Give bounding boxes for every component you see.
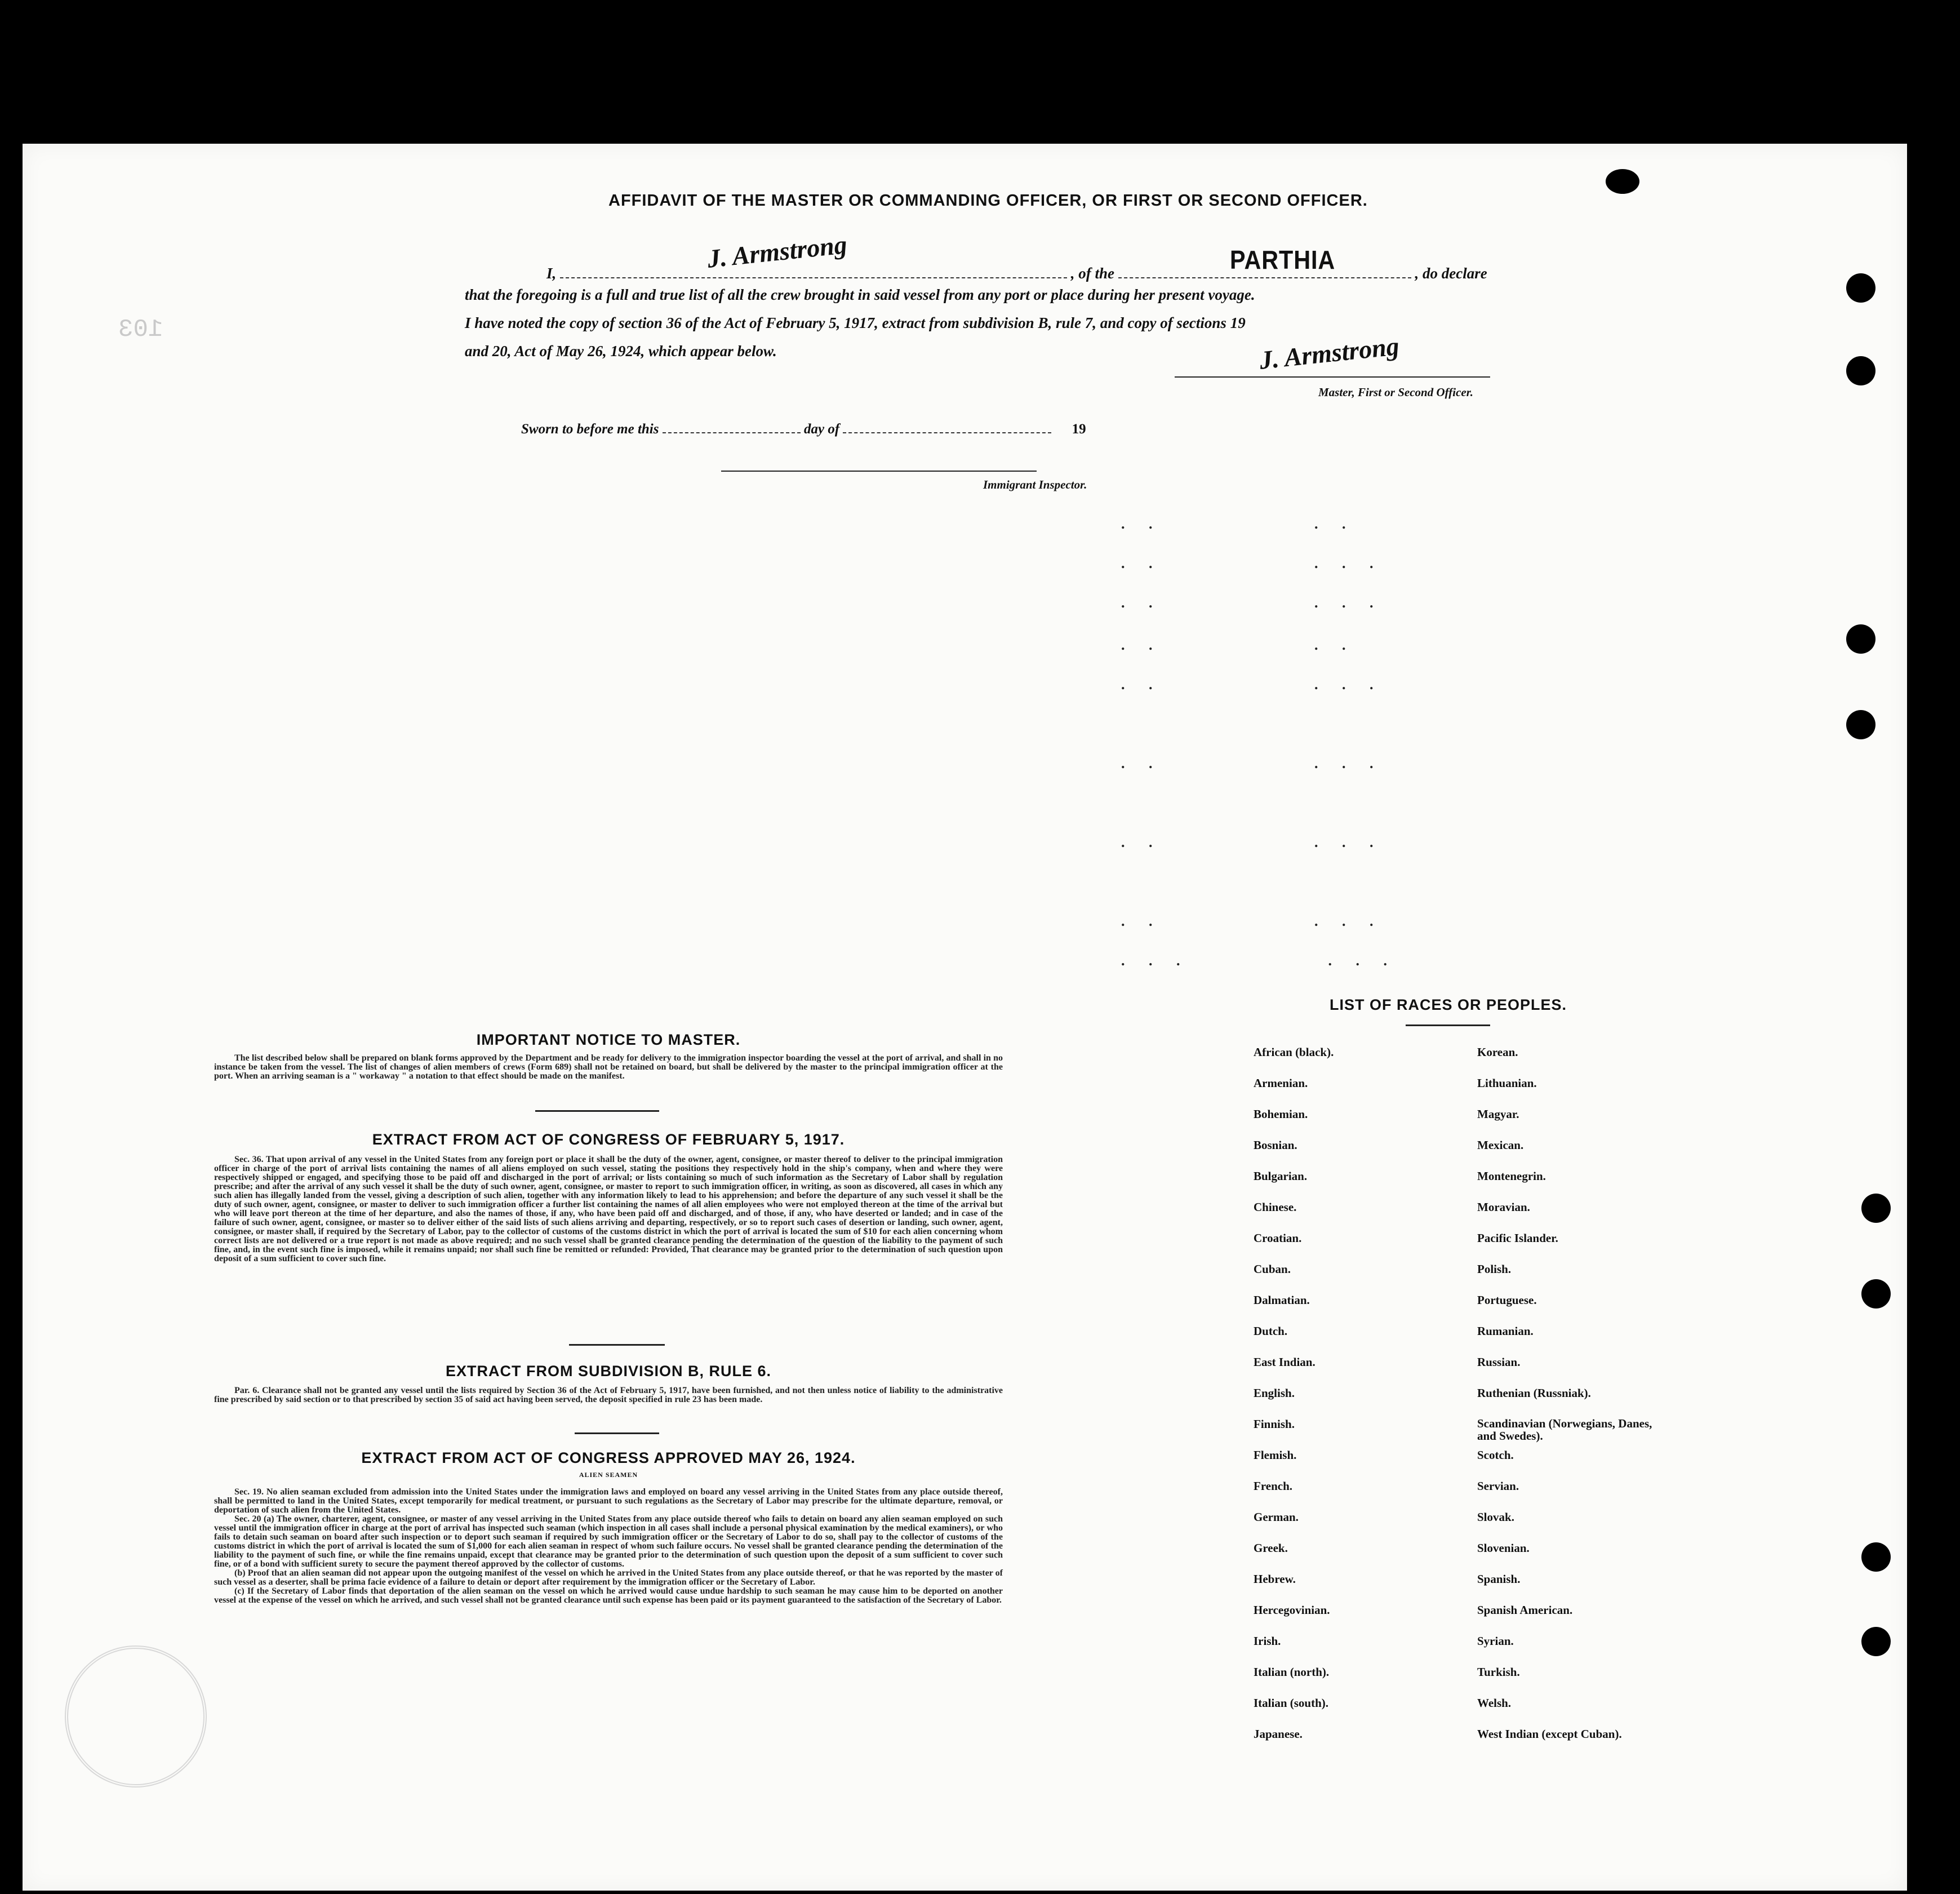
signature-caption: Master, First or Second Officer. bbox=[1318, 385, 1473, 399]
signature-line bbox=[1175, 376, 1490, 378]
race-item: Russian. bbox=[1477, 1355, 1521, 1369]
race-item: English. bbox=[1254, 1386, 1295, 1400]
affidavit-line-2: that the foregoing is a full and true list of all the crew brought in said vessel from any port or place during her present voyage. bbox=[465, 286, 1255, 303]
dot-leaders: . . . . . bbox=[1121, 755, 1384, 771]
race-item: Bohemian. bbox=[1254, 1107, 1308, 1121]
race-item: Turkish. bbox=[1477, 1665, 1520, 1679]
master-name-field bbox=[560, 265, 1067, 278]
dot-leaders: . . . . . bbox=[1121, 595, 1384, 611]
race-item: Armenian. bbox=[1254, 1076, 1308, 1090]
race-item: Italian (south). bbox=[1254, 1696, 1329, 1710]
affidavit-title: AFFIDAVIT OF THE MASTER OR COMMANDING OFFICER, OR FIRST OR SECOND OFFICER. bbox=[608, 192, 1368, 210]
sworn-day-field bbox=[663, 420, 801, 433]
sec19-paragraph: Sec. 19. No alien seaman excluded from admission into the United States under the immigration laws and employed on board any vessel arriving in the United States from any place outside thereof, shall be permitted to land in the United States, except temporarily for medical treatment, or pursuant to such regulations as the Secretary of Labor may prescribe for the ultimate departure, removal, or deportation of such alien from the United States. bbox=[214, 1487, 1003, 1515]
race-item: Irish. bbox=[1254, 1634, 1281, 1648]
race-item: Moravian. bbox=[1477, 1200, 1530, 1214]
race-item: French. bbox=[1254, 1479, 1293, 1493]
alien-seamen-subtitle: ALIEN SEAMEN bbox=[579, 1471, 638, 1479]
section-divider bbox=[575, 1432, 659, 1434]
affidavit-line-3: I have noted the copy of section 36 of the Act of February 5, 1917, extract from subdivision B, rule 7, and copy of sections 19 bbox=[465, 314, 1246, 331]
race-item: Scotch. bbox=[1477, 1448, 1514, 1462]
subdivision-b-text bbox=[214, 1386, 1003, 1404]
affidavit-declare-label: , do declare bbox=[1415, 265, 1487, 282]
dot-leaders: . . . . . bbox=[1121, 555, 1384, 571]
race-item: Syrian. bbox=[1477, 1634, 1514, 1648]
affidavit-i-label: I, bbox=[546, 265, 557, 282]
race-item: Magyar. bbox=[1477, 1107, 1519, 1121]
race-item: Scandinavian (Norwegians, Danes, and Swedes). bbox=[1477, 1417, 1652, 1443]
punch-hole bbox=[1846, 273, 1875, 303]
race-item: Dalmatian. bbox=[1254, 1293, 1310, 1307]
dot-leaders: . . . . . bbox=[1121, 676, 1384, 693]
race-item: Cuban. bbox=[1254, 1262, 1291, 1276]
dot-leaders: . . . . bbox=[1121, 516, 1356, 532]
race-item: Lithuanian. bbox=[1477, 1076, 1537, 1090]
race-item: Bosnian. bbox=[1254, 1138, 1297, 1152]
document-page bbox=[23, 144, 1907, 1891]
race-item: Pacific Islander. bbox=[1477, 1231, 1558, 1245]
sec36-paragraph: Sec. 36. That upon arrival of any vessel in the United States from any foreign port or place it shall be the duty of the owner, agent, consignee, or master thereof to deliver to the principal immigration officer in charge of the port of arrival lists containing the names of all aliens employed on such vessel, stating the positions they respectively hold in the ship's company, when and where they were respectively shipped or engaged, and specifying those to be paid off and discharged in the port of arrival; or lists containing so much of such information as the Secretary of Labor shall by regulation prescribe; and after the arrival of any such vessel it shall be the duty of such owner, agent, consignee, or master to report to such immigration officer, in writing, as soon as discovered, all cases in which any such alien has illegally landed from the vessel, giving a description of such alien, together with any information likely to lead to his apprehension; and before the departure of any such vessel it shall be the duty of such owner, agent, consignee, or master to deliver to such immigration officer a further list containing the names of all alien employees who were not employed thereon at the time of the arrival but who will leave port thereon at the time of her departure, and also the names of those, if any, who have been paid off and discharged, and of those, if any, who have deserted or landed; and in case of the failure of such owner, agent, consignee, or master so to deliver either of the said lists of such aliens arriving and departing, respectively, or so to report such cases of desertion or landing, such owner, agent, consignee, or master shall, if required by the Secretary of Labor, pay to the collector of customs of the customs district in which the port of arrival is located the sum of $10 for each alien concerning whom correct lists are not delivered or a true report is not made as above required; and no such vessel shall be granted clearance pending the determination of the question of the liability to the payment of such fine, and, in the event such fine is imposed, while it remains unpaid; nor shall such fine be remitted or refunded: Provided, That clearance may be granted prior to the determination of such question upon deposit of a sum sufficient to cover such fine. bbox=[214, 1155, 1003, 1263]
dot-leaders: . . . . . bbox=[1121, 913, 1384, 929]
race-item: Rumanian. bbox=[1477, 1324, 1534, 1338]
race-item: Polish. bbox=[1477, 1262, 1512, 1276]
race-item: Dutch. bbox=[1254, 1324, 1288, 1338]
affidavit-of-the-label: , of the bbox=[1070, 265, 1115, 282]
punch-hole bbox=[1861, 1627, 1891, 1656]
punch-hole bbox=[1846, 356, 1875, 385]
race-item: Bulgarian. bbox=[1254, 1169, 1308, 1183]
affidavit-line-4: and 20, Act of May 26, 1924, which appear below. bbox=[465, 343, 777, 360]
sworn-label: Sworn to before me this bbox=[521, 422, 659, 437]
dot-leaders: . . . . . bbox=[1121, 834, 1384, 850]
race-item: Spanish. bbox=[1477, 1572, 1521, 1586]
races-list-title: LIST OF RACES OR PEOPLES. bbox=[1330, 996, 1567, 1013]
race-item: Portuguese. bbox=[1477, 1293, 1537, 1307]
race-item: Croatian. bbox=[1254, 1231, 1302, 1245]
race-item: Hercegovinian. bbox=[1254, 1603, 1330, 1617]
notice-title: IMPORTANT NOTICE TO MASTER. bbox=[476, 1031, 741, 1048]
inspector-signature-line bbox=[721, 471, 1037, 472]
race-item: Servian. bbox=[1477, 1479, 1519, 1493]
race-item: Greek. bbox=[1254, 1541, 1288, 1555]
section-divider bbox=[535, 1110, 659, 1112]
race-item: Italian (north). bbox=[1254, 1665, 1330, 1679]
vessel-name: PARTHIA bbox=[1230, 245, 1336, 274]
race-item: West Indian (except Cuban). bbox=[1477, 1727, 1622, 1741]
race-item: East Indian. bbox=[1254, 1355, 1315, 1369]
section-divider bbox=[569, 1344, 665, 1346]
race-item: German. bbox=[1254, 1510, 1299, 1524]
race-item: Spanish American. bbox=[1477, 1603, 1573, 1617]
race-item: Hebrew. bbox=[1254, 1572, 1296, 1586]
sworn-line bbox=[521, 420, 1086, 437]
notice-text bbox=[214, 1054, 1003, 1081]
race-item: Mexican. bbox=[1477, 1138, 1524, 1152]
race-item: Slovak. bbox=[1477, 1510, 1514, 1524]
dot-leaders: . . . . . . bbox=[1121, 952, 1397, 969]
master-signature: J. Armstrong bbox=[1258, 331, 1401, 375]
race-item: Flemish. bbox=[1254, 1448, 1297, 1462]
races-title-underline bbox=[1406, 1024, 1490, 1026]
race-item: Chinese. bbox=[1254, 1200, 1297, 1214]
sec20a-paragraph: Sec. 20 (a) The owner, charterer, agent, consignee, or master of any vessel arriving in the United States from any place outside thereof who fails to detain on board any alien seaman employed on such vessel until the immigration officer in charge at the port of arrival has inspected such seaman (which inspection in all cases shall include a personal physical examination by the medical examiners), or who fails to detain such seaman on board after such inspection or to deport such seaman if required by such immigration officer or the Secretary of Labor to do so, shall pay to the collector of customs of the customs district in which the port of arrival is located the sum of $1,000 for each alien seaman in respect of whom such failure occurs. No vessel shall be granted clearance pending the determination of the liability to the payment of such fine, or while the fine remains unpaid, except that clearance may be granted prior to the determination of such question upon the deposit of a sum sufficient to cover such fine, or of a bond with sufficient surety to secure the payment thereof approved by the collector of customs. bbox=[214, 1514, 1003, 1569]
punch-hole bbox=[1846, 710, 1875, 739]
bleed-through-number: 103 bbox=[118, 316, 163, 344]
punch-hole bbox=[1861, 1194, 1891, 1223]
sec20c-paragraph: (c) If the Secretary of Labor finds that deportation of the alien seaman on the vessel on which he arrived would cause undue hardship to such seaman he may cause him to be deported on another vessel at the expense of the vessel on which he arrived, and such vessel shall not be granted clearance until such expense has been paid or its payment guaranteed to the satisfaction of the Secretary of Labor. bbox=[214, 1586, 1003, 1605]
race-item: Korean. bbox=[1477, 1045, 1518, 1059]
punch-hole bbox=[1606, 169, 1639, 194]
sec20b-paragraph: (b) Proof that an alien seaman did not appear upon the outgoing manifest of the vessel on which he arrived in the United States from any place outside thereof, or that he was reported by the master of such vessel as a deserter, shall be prima facie evidence of a failure to detain or deport after requirement by the immigration officer or the Secretary of Labor. bbox=[214, 1568, 1003, 1587]
affidavit-line-1 bbox=[546, 265, 1487, 282]
inspector-caption: Immigrant Inspector. bbox=[983, 478, 1087, 491]
race-item: African (black). bbox=[1254, 1045, 1334, 1059]
year-prefix: 19 bbox=[1072, 422, 1086, 437]
punch-hole bbox=[1861, 1279, 1891, 1308]
race-item: Montenegrin. bbox=[1477, 1169, 1546, 1183]
extract-1924-text bbox=[214, 1488, 1003, 1605]
subdivision-b-title: EXTRACT FROM SUBDIVISION B, RULE 6. bbox=[445, 1363, 772, 1380]
sworn-month-field bbox=[843, 420, 1051, 433]
extract-1917-title: EXTRACT FROM ACT OF CONGRESS OF FEBRUARY 5, 1917. bbox=[372, 1131, 845, 1148]
par6-paragraph: Par. 6. Clearance shall not be granted any vessel until the lists required by Section 36 of the Act of February 5, 1917, have been furnished, and not then unless notice of liability to the administrative fine prescribed by said section or to that prescribed by section 35 of said act having been served, the deposit specified in rule 23 has been made. bbox=[214, 1386, 1003, 1404]
day-of-label: day of bbox=[803, 422, 840, 437]
extract-1917-text bbox=[214, 1155, 1003, 1263]
punch-hole bbox=[1846, 624, 1875, 654]
race-item: Welsh. bbox=[1477, 1696, 1512, 1710]
faded-seal-stamp bbox=[65, 1645, 207, 1787]
race-item: Ruthenian (Russniak). bbox=[1477, 1386, 1591, 1400]
extract-1924-title: EXTRACT FROM ACT OF CONGRESS APPROVED MAY 26, 1924. bbox=[361, 1449, 856, 1466]
dot-leaders: . . . . bbox=[1121, 637, 1356, 653]
race-item: Finnish. bbox=[1254, 1417, 1295, 1431]
master-signature-top: J. Armstrong bbox=[706, 230, 848, 273]
race-item: Slovenian. bbox=[1477, 1541, 1530, 1555]
punch-hole bbox=[1861, 1542, 1891, 1572]
notice-paragraph: The list described below shall be prepared on blank forms approved by the Department and be ready for delivery to the immigration inspector boarding the vessel at the port of arrival, and shall in no instance be taken from the vessel. The list of changes of alien members of crews (Form 689) shall not be retained on board, but shall be delivered by the master to the principal immigration officer at the port. When an arriving seaman is a " workaway " a notation to that effect should be made on the manifest. bbox=[214, 1053, 1003, 1081]
race-item: Japanese. bbox=[1254, 1727, 1303, 1741]
